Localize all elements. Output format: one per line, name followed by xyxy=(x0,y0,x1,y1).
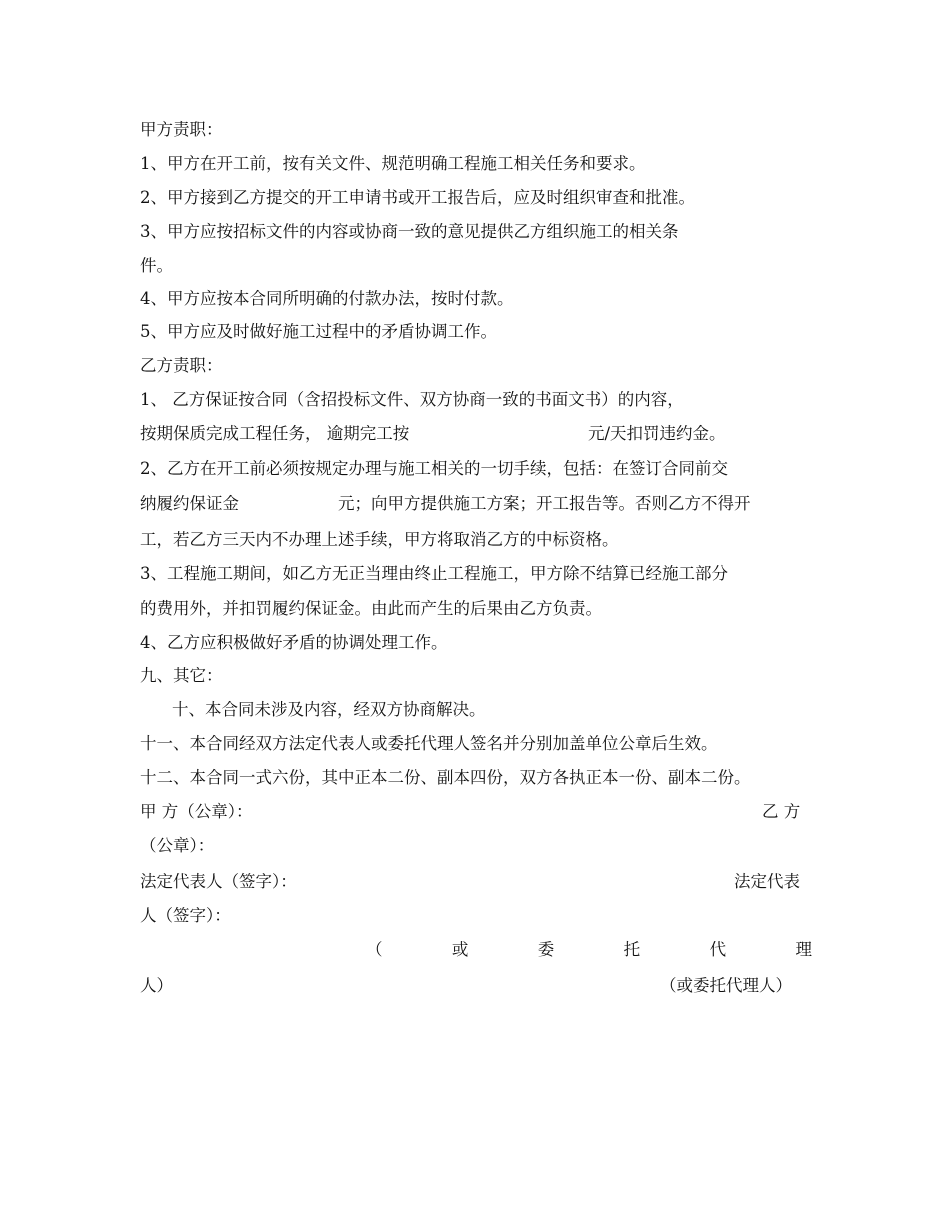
party-b-item-2-line-2: 纳履约保证金 xyxy=(140,494,239,513)
agent-char: （ xyxy=(366,940,383,959)
party-b-item-1-penalty: 元/天扣罚违约金。 xyxy=(588,424,726,443)
party-b-item-3-line-1: 3、工程施工期间，如乙方无正当理由终止工程施工，甲方除不结算已经施工部分 xyxy=(140,564,728,583)
agent-char: 代 xyxy=(709,940,727,959)
party-b-seal-label: 乙 方 xyxy=(762,802,801,821)
party-a-seal-label: 甲 方（公章）： xyxy=(140,802,253,821)
clause-11: 十一、本合同经双方法定代表人或委托代理人签名并分别加盖单位公章后生效。 xyxy=(140,734,718,753)
party-b-item-2-line-1: 2、乙方在开工前必须按规定办理与施工相关的一切手续，包括：在签订合同前交 xyxy=(140,459,728,478)
party-b-rep-label: 法定代表 xyxy=(734,872,800,891)
party-a-item-1: 1、甲方在开工前，按有关文件、规范明确工程施工相关任务和要求。 xyxy=(140,154,646,173)
party-b-item-1-line-1: 1、 乙方保证按合同（含招投标文件、双方协商一致的书面文书）的内容， xyxy=(140,390,684,409)
agent-char: 或 xyxy=(451,940,469,959)
clause-12: 十二、本合同一式六份，其中正本二份、副本四份，双方各执正本一份、副本二份。 xyxy=(140,768,751,787)
party-a-rep-label: 法定代表人（签字）： xyxy=(140,872,297,891)
party-a-item-4: 4、甲方应按本合同所明确的付款办法，按时付款。 xyxy=(140,289,514,308)
party-b-item-1-line-2: 按期保质完成工程任务， 逾期完工按 xyxy=(140,424,410,443)
party-a-item-5: 5、甲方应及时做好施工过程中的矛盾协调工作。 xyxy=(140,322,497,341)
party-a-item-2: 2、甲方接到乙方提交的开工申请书或开工报告后，应及时组织审查和批准。 xyxy=(140,188,695,207)
agent-label-tail: 人） xyxy=(140,976,173,995)
agent-char: 托 xyxy=(623,940,641,959)
party-b-item-2-line-3: 工，若乙方三天内不办理上述手续，甲方将取消乙方的中标资格。 xyxy=(140,530,619,549)
party-b-item-2-line-2-rest: 元；向甲方提供施工方案；开工报告等。否则乙方不得开 xyxy=(338,494,751,513)
party-b-seal-label-cont: （公章）： xyxy=(140,836,215,855)
clause-10: 十、本合同未涉及内容，经双方协商解决。 xyxy=(172,700,486,719)
agent-char: 理 xyxy=(795,940,812,959)
party-b-agent-label: （或委托代理人） xyxy=(660,976,792,995)
party-b-heading: 乙方责职： xyxy=(140,356,223,375)
agent-label-spread xyxy=(366,940,812,960)
party-b-item-4: 4、乙方应积极做好矛盾的协调处理工作。 xyxy=(140,633,448,652)
party-b-rep-label-cont: 人（签字）： xyxy=(140,906,231,925)
party-a-item-3-cont: 件。 xyxy=(140,256,173,275)
party-b-item-3-line-2: 的费用外，并扣罚履约保证金。由此而产生的后果由乙方负责。 xyxy=(140,599,602,618)
agent-char: 委 xyxy=(537,940,555,959)
clause-9: 九、其它： xyxy=(140,666,223,685)
party-a-heading: 甲方责职： xyxy=(140,120,223,139)
party-a-item-3: 3、甲方应按招标文件的内容或协商一致的意见提供乙方组织施工的相关条 xyxy=(140,222,679,241)
